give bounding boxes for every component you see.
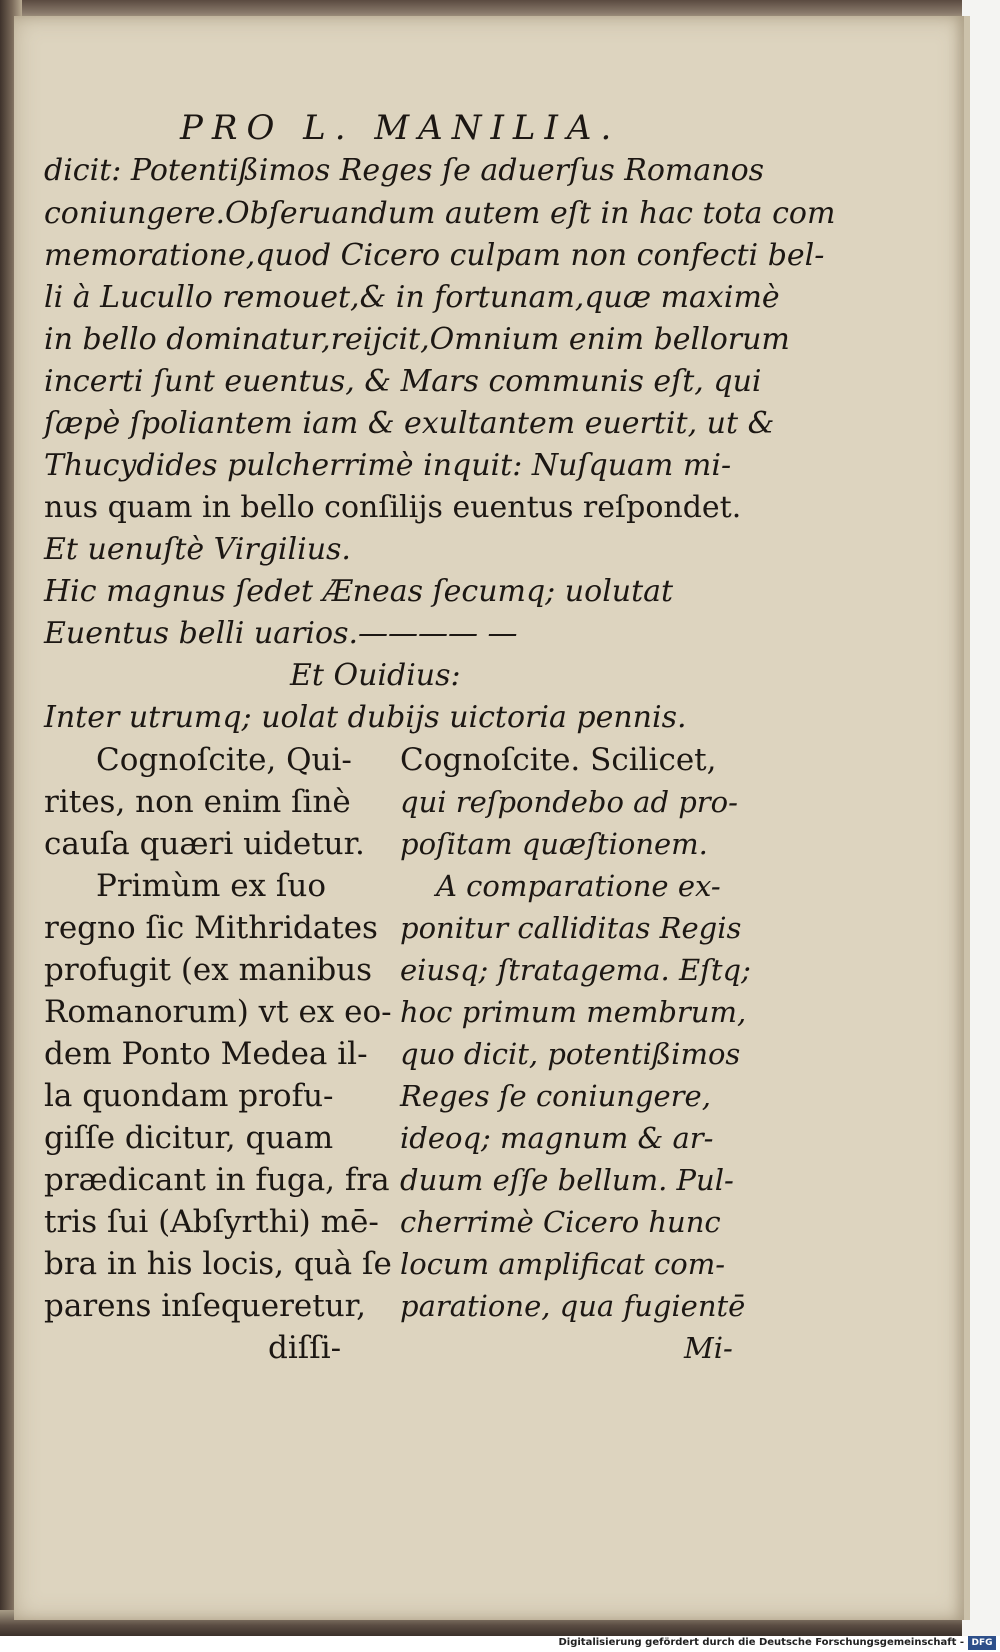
body-line: coniungere.Obſeruandum autem eſt in hac tota com	[44, 196, 836, 231]
catchword: diſſi-	[268, 1330, 342, 1366]
right-column-line: ponitur calliditas Regis	[400, 911, 742, 945]
right-column-line: hoc primum membrum,	[400, 995, 747, 1029]
right-column-line: A comparatione ex-	[436, 869, 721, 903]
right-column-line: Reges ſe coniungere,	[400, 1079, 711, 1113]
right-column-line: locum amplificat com-	[400, 1247, 726, 1281]
right-column-line: duum eſſe bellum. Pul-	[400, 1163, 734, 1197]
catchword: Mi-	[684, 1331, 733, 1365]
left-column-line: Cognoſcite, Qui-	[96, 742, 352, 778]
left-column-line: profugit (ex manibus	[44, 952, 373, 988]
body-line: ſæpè ſpoliantem iam & exultantem euertit, ut &	[44, 406, 775, 441]
right-column-line: eiusq; ſtratagema. Eſtq;	[400, 953, 751, 987]
dfg-logo: DFG	[968, 1636, 996, 1650]
right-column-line: qui reſpondebo ad pro-	[400, 785, 738, 819]
right-column-line: quo dicit, potentißimos	[400, 1037, 741, 1071]
left-column-line: bra in his locis, quà ſe	[44, 1246, 392, 1282]
left-column-line: dem Ponto Medea il-	[44, 1036, 368, 1072]
left-column-line: prædicant in fuga, fra	[44, 1162, 390, 1198]
right-column-line: paratione, qua fugientē	[400, 1289, 746, 1323]
running-header: PRO L. MANILIA.	[180, 108, 621, 148]
citation-line: Et Ouidius:	[290, 658, 461, 693]
verse-line: Euentus belli uarios.———— —	[44, 616, 518, 651]
right-column-line: ideoq; magnum & ar-	[400, 1121, 714, 1155]
left-column-line: Romanorum) vt ex eo-	[44, 994, 392, 1030]
body-line: dicit: Potentißimos Reges ſe aduerſus Romanos	[44, 153, 765, 188]
verse-line: Inter utrumq; uolat dubijs uictoria pennis.	[44, 700, 687, 735]
body-line: Thucydides pulcherrimè inquit: Nuſquam mi-	[44, 448, 732, 483]
body-line: nus quam in bello conſilijs euentus reſpondet.	[44, 490, 742, 525]
right-column-line: poſitam quæſtionem.	[400, 827, 708, 861]
body-line: incerti ſunt euentus, & Mars communis eſt, qui	[44, 364, 762, 399]
funding-notice: Digitalisierung gefördert durch die Deutsche Forschungsgemeinschaft -	[558, 1637, 964, 1648]
left-column-line: giſſe dicitur, quam	[44, 1120, 334, 1156]
left-column-line: la quondam profu-	[44, 1078, 334, 1114]
body-line: memoratione,quod Cicero culpam non confecti bel-	[44, 238, 825, 273]
left-column-line: cauſa quæri uidetur.	[44, 826, 365, 862]
verse-line: Hic magnus ſedet Æneas ſecumq; uolutat	[44, 574, 674, 609]
body-line: Et uenuſtè Virgilius.	[44, 532, 351, 567]
right-column-line: Cognoſcite. Scilicet,	[400, 742, 717, 778]
left-column-line: Primùm ex ſuo	[96, 868, 326, 904]
body-line: li à Lucullo remouet,& in fortunam,quæ maximè	[44, 280, 780, 315]
left-column-line: rites, non enim ſinè	[44, 784, 351, 820]
right-column-line: cherrimè Cicero hunc	[400, 1205, 721, 1239]
body-line: in bello dominatur,reijcit,Omnium enim bellorum	[44, 322, 790, 357]
left-column-line: parens inſequeretur,	[44, 1288, 366, 1324]
left-column-line: regno ſic Mithridates	[44, 910, 378, 946]
left-column-line: tris ſui (Abſyrthi) mē-	[44, 1204, 379, 1240]
